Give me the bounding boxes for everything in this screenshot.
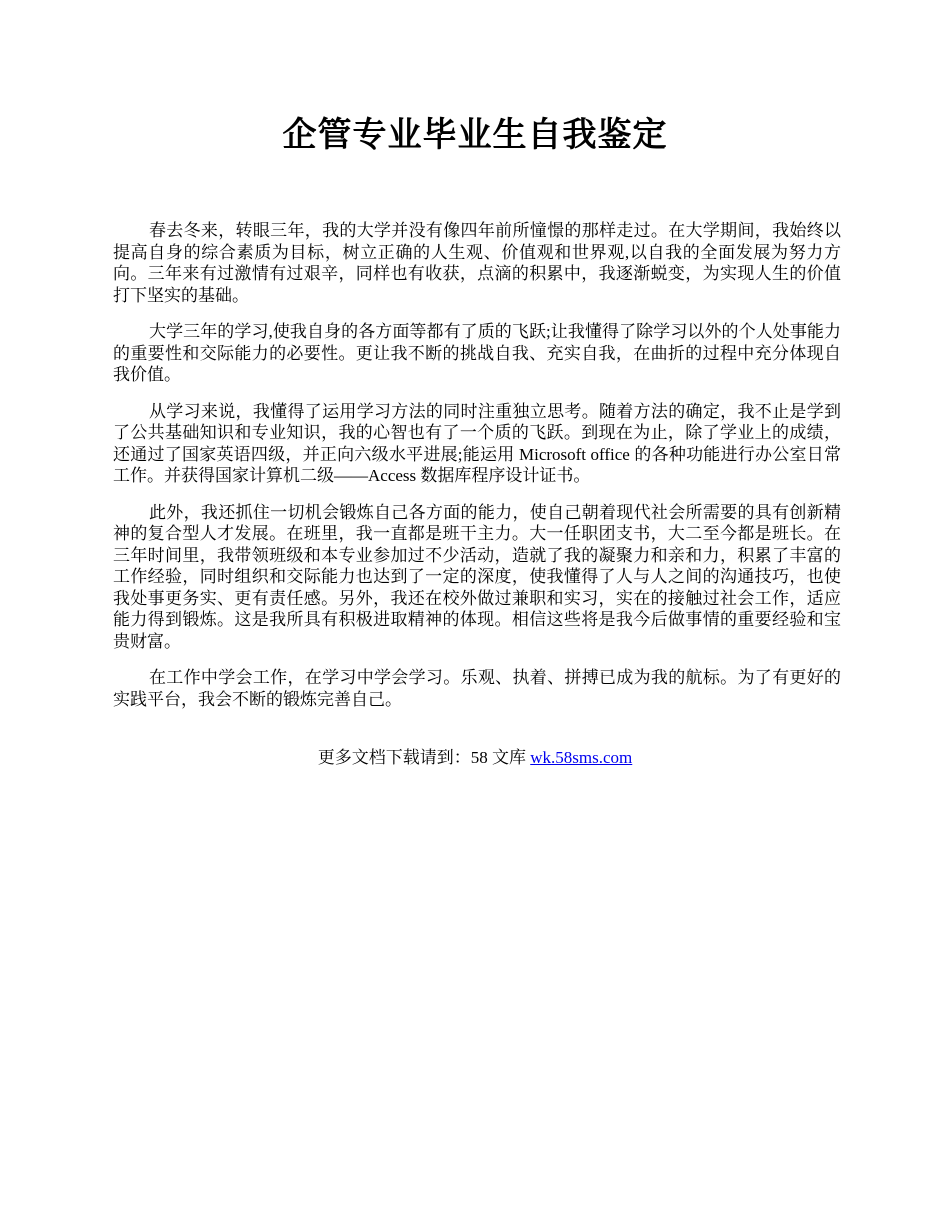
footer-prefix-text: 更多文档下载请到：58 文库 — [317, 748, 531, 767]
paragraph-5: 在工作中学会工作，在学习中学会学习。乐观、执着、拼搏已成为我的航标。为了有更好的实践平台，我会不断的锻炼完善自己。 — [113, 668, 841, 709]
paragraph-4: 此外，我还抓住一切机会锻炼自己各方面的能力，使自己朝着现代社会所需要的具有创新精神的复合型人才发展。在班里，我一直都是班干主力。大一任职团支书，大二至今都是班长。在三年时间里，我带领班级和本专业参加过不少活动，造就了我的凝聚力和亲和力，积累了丰富的工作经验，同时组织和交际能力也达到了一定的深度，使我懂得了人与人之间的沟通技巧，也使我处事更务实、更有责任感。另外，我还在校外做过兼职和实习，实在的接触过社会工作，适应能力得到锻炼。这是我所具有积极进取精神的体现。相信这些将是我今后做事情的重要经验和宝贵财富。 — [113, 502, 841, 651]
download-footer — [0, 746, 950, 770]
paragraph-2: 大学三年的学习,使我自身的各方面等都有了质的飞跃;让我懂得了除学习以外的个人处事能力的重要性和交际能力的必要性。更让我不断的挑战自我、充实自我，在曲折的过程中充分体现自我价值。 — [113, 322, 841, 384]
footer-link[interactable]: wk.58sms.com — [530, 748, 633, 767]
paragraph-1: 春去冬来，转眼三年，我的大学并没有像四年前所憧憬的那样走过。在大学期间，我始终以提高自身的综合素质为目标，树立正确的人生观、价值观和世界观,以自我的全面发展为努力方向。三年来有过激情有过艰辛，同样也有收获，点滴的积累中，我逐渐蜕变，为实现人生的价值打下坚实的基础。 — [113, 221, 841, 305]
document-title: 企管专业毕业生自我鉴定 — [282, 117, 668, 154]
paragraph-3: 从学习来说，我懂得了运用学习方法的同时注重独立思考。随着方法的确定，我不止是学到了公共基础知识和专业知识，我的心智也有了一个质的飞跃。到现在为止，除了学业上的成绩，还通过了国家英语四级，并正向六级水平进展;能运用 Microsoft office 的各种功能进行办公室日常工作。并获得国家计算机二级——Access 数据库程序设计证书。 — [113, 401, 841, 485]
document-body — [113, 220, 841, 725]
